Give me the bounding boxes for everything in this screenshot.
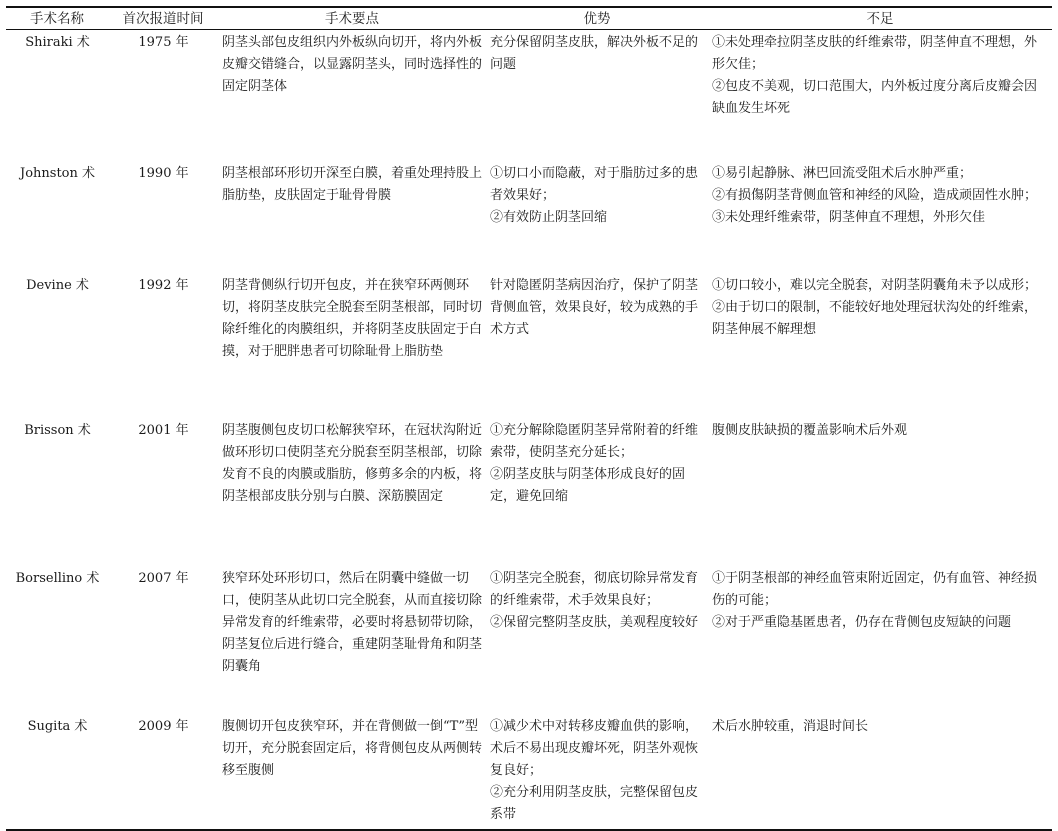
advantages-cell — [486, 161, 708, 273]
header-key-points: 手术要点 — [218, 7, 486, 30]
table-row — [6, 566, 1052, 714]
header-surgery-name: 手术名称 — [6, 7, 108, 30]
disadvantage-item: ②由于切口的限制，不能较好地处理冠状沟处的纤维索，阴茎伸展不解理想 — [712, 299, 1038, 337]
table-row — [6, 30, 1052, 161]
surgery-name-cell: Brisson 术 — [24, 422, 91, 438]
header-first-report-year: 首次报道时间 — [108, 7, 218, 30]
disadvantages-cell — [708, 714, 1052, 830]
disadvantage-item: 腹侧皮肤缺损的覆盖影响术后外观 — [712, 422, 908, 438]
disadvantages-cell — [708, 30, 1052, 161]
key-points-text: 腹侧切开包皮狭窄环，并在背侧做一倒“T”型切开，充分脱套固定后，将背侧包皮从两侧转移至腹侧 — [222, 718, 483, 778]
table-row — [6, 714, 1052, 830]
disadvantage-item: ②包皮不美观，切口范围大，内外板过度分离后皮瓣会因缺血发生坏死 — [712, 79, 1038, 116]
disadvantage-item: ②对于严重隐基匿患者，仍存在背侧包皮短缺的问题 — [712, 614, 1012, 630]
disadvantage-item: ①切口较小，难以完全脱套，对阴茎阴囊角未予以成形； — [712, 277, 1038, 293]
surgery-name-cell: Borsellino 术 — [15, 570, 100, 586]
advantage-item: ①切口小而隐蔽，对于脂肪过多的患者效果好； — [490, 165, 699, 203]
advantages-cell — [486, 714, 708, 830]
surgery-name-cell: Johnston 术 — [19, 165, 95, 181]
key-points-text: 阴茎头部包皮组织内外板纵向切开，将内外板皮瓣交错缝合，以显露阴茎头，同时选择性的固定阴茎体 — [222, 35, 483, 94]
surgery-name-cell: Shiraki 术 — [25, 35, 90, 50]
advantages-cell — [486, 566, 708, 714]
advantage-item: ①阴茎完全脱套，彻底切除异常发育的纤维索带，术手效果良好； — [490, 570, 699, 608]
advantage-item: ②充分利用阴茎皮肤，完整保留包皮系带 — [490, 784, 699, 822]
advantage-item: 充分保留阴茎皮肤，解决外板不足的问题 — [490, 35, 699, 72]
table-row — [6, 418, 1052, 566]
disadvantages-cell — [708, 566, 1052, 714]
table-row — [6, 273, 1052, 418]
key-points-cell — [218, 566, 486, 714]
key-points-text: 阴茎根部环形切开深至白膜，着重处理持股上脂肪垫，皮肤固定于耻骨骨膜 — [222, 165, 483, 203]
advantage-item: ①减少术中对转移皮瓣血供的影响，术后不易出现皮瓣坏死，阴茎外观恢复良好； — [490, 718, 699, 778]
first-report-year-cell: 1992 年 — [138, 277, 189, 293]
first-report-year-cell: 1990 年 — [138, 165, 189, 181]
header-row — [6, 7, 1052, 30]
header-disadvantages: 不足 — [708, 7, 1052, 30]
advantages-cell — [486, 30, 708, 161]
advantage-item: ②阴茎皮肤与阴茎体形成良好的固定，避免回缩 — [490, 466, 686, 504]
advantage-item: ①充分解除隐匿阴茎异常附着的纤维索带，使阴茎充分延长； — [490, 422, 699, 460]
disadvantage-item: ③未处理纤维索带，阴茎伸直不理想，外形欠佳 — [712, 209, 986, 225]
disadvantages-cell — [708, 161, 1052, 273]
advantage-item: ②保留完整阴茎皮肤，美观程度较好 — [490, 614, 699, 630]
advantage-item: ②有效防止阴茎回缩 — [490, 209, 608, 225]
disadvantage-item: ①易引起静脉、淋巴回流受阻术后水肿严重； — [712, 165, 973, 181]
advantages-cell — [486, 273, 708, 418]
first-report-year-cell: 1975 年 — [138, 35, 189, 50]
key-points-text: 阴茎背侧纵行切开包皮，并在狭窄环两侧环切，将阴茎皮肤完全脱套至阴茎根部，同时切除纤维化的肉膜组织，并将阴茎皮肤固定于白摸，对于肥胖患者可切除耻骨上脂肪垫 — [222, 277, 483, 359]
key-points-cell — [218, 418, 486, 566]
key-points-cell — [218, 161, 486, 273]
table-body — [6, 30, 1052, 830]
advantage-item: 针对隐匿阴茎病因治疗，保护了阴茎背侧血管，效果良好，较为成熟的手术方式 — [490, 277, 699, 337]
disadvantage-item: ①于阴茎根部的神经血管束附近固定，仍有血管、神经损伤的可能； — [712, 570, 1038, 608]
first-report-year-cell: 2007 年 — [138, 570, 189, 586]
key-points-cell — [218, 714, 486, 830]
disadvantage-item: ②有损傷阴茎背侧血管和神经的风险，造成顽固性水肿； — [712, 187, 1038, 203]
first-report-year-cell: 2001 年 — [138, 422, 189, 438]
first-report-year-cell: 2009 年 — [108, 714, 218, 830]
disadvantage-item: ①未处理牵拉阴茎皮肤的纤维索带，阴茎伸直不理想，外形欠佳； — [712, 35, 1038, 72]
key-points-cell — [218, 273, 486, 418]
surgery-name-cell: Devine 术 — [26, 277, 89, 293]
surgery-name-cell: Sugita 术 — [6, 714, 108, 830]
table-row — [6, 161, 1052, 273]
header-advantages: 优势 — [486, 7, 708, 30]
disadvantages-cell — [708, 273, 1052, 418]
key-points-cell — [218, 30, 486, 161]
surgery-comparison-table — [6, 6, 1052, 831]
table-header — [6, 7, 1052, 30]
advantages-cell — [486, 418, 708, 566]
key-points-text: 狭窄环处环形切口，然后在阴囊中缝做一切口，使阴茎从此切口完全脱套，从而直接切除异常发育的纤维索带，必要时将悬韧带切除，阴茎复位后进行缝合，重建阴茎耻骨角和阴茎阴囊角 — [222, 570, 483, 674]
key-points-text: 阴茎腹侧包皮切口松解狭窄环，在冠状沟附近做环形切口使阴茎充分脱套至阴茎根部，切除发育不良的肉膜或脂肪，修剪多余的内板，将阴茎根部皮肤分别与白膜、深筋膜固定 — [222, 422, 483, 504]
disadvantage-item: 术后水肿较重，消退时间长 — [712, 718, 869, 734]
disadvantages-cell — [708, 418, 1052, 566]
